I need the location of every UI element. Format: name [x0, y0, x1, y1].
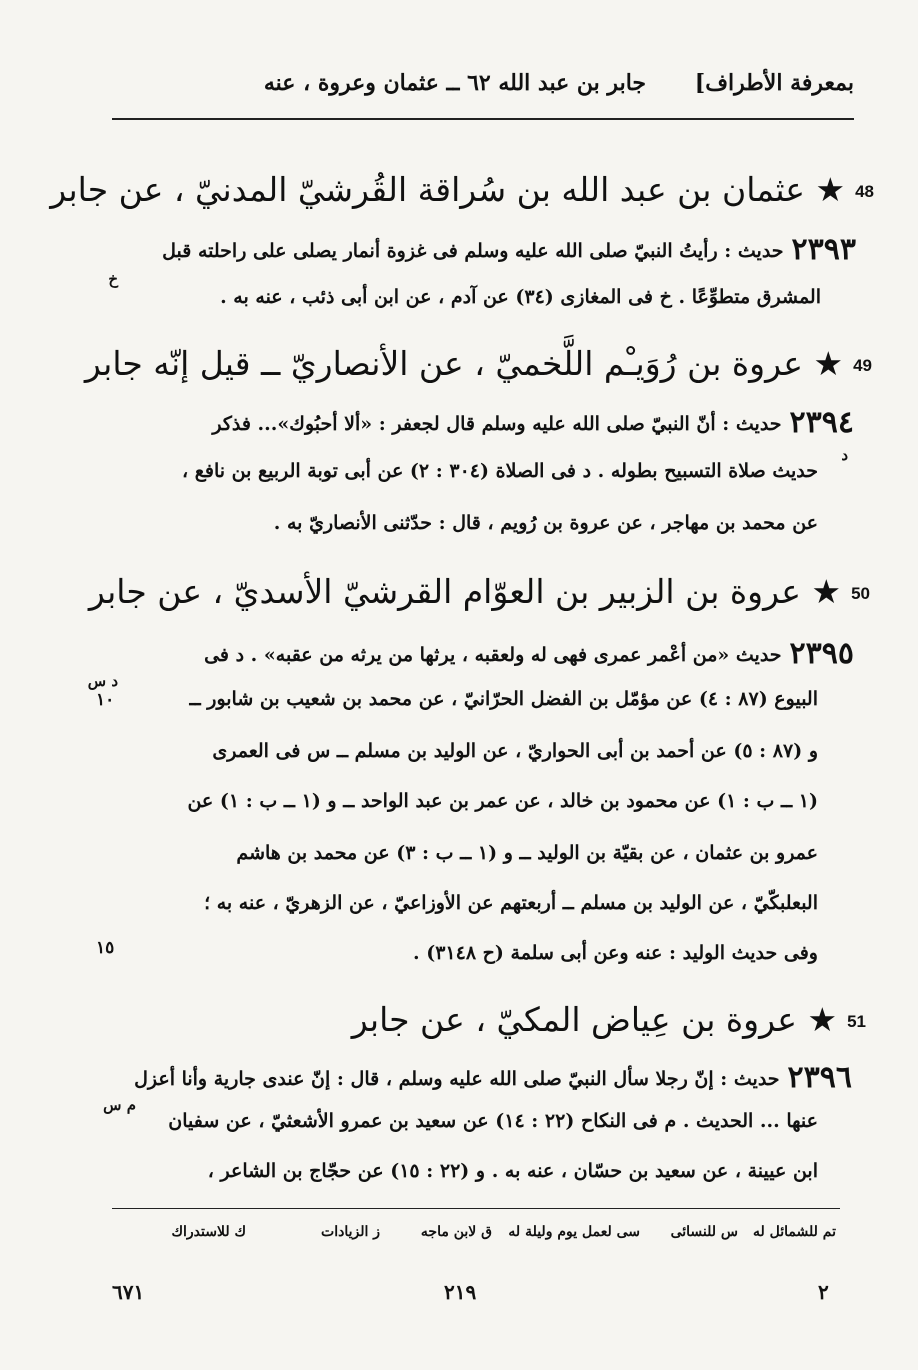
margin-siglum: د	[841, 446, 848, 464]
text-line: البيوع (٨٧ : ٤) عن مؤمّل بن الفضل الحرّانيّ ، عن محمد بن شعيب بن شابور ــ	[189, 688, 818, 710]
hadith-text: حديث : أنّ النبيّ صلى الله عليه وسلم قال لجعفر : «ألا أحبُوك»... فذكر	[212, 413, 782, 435]
text-line: عنها ... الحديث . م فى النكاح (٢٢ : ١٤) عن سعيد بن عمرو الأشعثيّ ، عن سفيان	[168, 1110, 818, 1132]
line-number-margin: ١٥	[96, 938, 115, 958]
hadith-text: حديث : رأيتُ النبيّ صلى الله عليه وسلم فى غزوة أنمار يصلى على راحلته قبل	[162, 240, 784, 262]
entry-heading	[352, 1000, 866, 1039]
text-line: البعلبكّيّ ، عن الوليد بن مسلم ــ أربعتهم عن الأوزاعيّ ، عن الزهريّ ، عنه به ؛	[204, 892, 818, 914]
margin-siglum: م س	[103, 1096, 136, 1114]
entry-number: 51	[847, 1012, 866, 1031]
legend-item: ز الزيادات	[321, 1224, 380, 1240]
legend-item: ق لابن ماجه	[420, 1224, 492, 1240]
entry-heading-text: ★ عروة بن الزبير بن العوّام القرشيّ الأسديّ ، عن جابر	[88, 572, 842, 611]
header-rule	[112, 118, 854, 120]
entry-number: 50	[851, 584, 870, 603]
header-title: جابر بن عبد الله ٦٢ ــ عثمان وعروة ، عنه	[263, 70, 646, 96]
text-line: حديث صلاة التسبيح بطوله . د فى الصلاة (٣٠٤ : ٢) عن أبى توبة الربيع بن نافع ،	[182, 460, 818, 482]
hadith-number: ٢٣٩٤	[789, 405, 854, 440]
text-line: و (٨٧ : ٥) عن أحمد بن أبى الحواريّ ، عن الوليد بن مسلم ــ س فى العمرى	[212, 740, 818, 762]
margin-siglum: د س	[87, 672, 118, 690]
entry-heading	[89, 572, 870, 611]
entry-heading-text: ★ عروة بن رُوَيـْم اللَّخميّ ، عن الأنصاريّ ــ قيل إنّه جابر	[84, 344, 844, 383]
line-number-margin: ١٠	[96, 690, 115, 710]
header-right: بمعرفة الأطراف]	[694, 70, 854, 96]
legend-item: ك للاستدراك	[171, 1224, 246, 1240]
legend-item: س للنسائى	[670, 1224, 738, 1240]
hadith-text: حديث : إنّ رجلا سأل النبيّ صلى الله عليه وسلم ، قال : إنّ عندى جارية وأنا أعزل	[134, 1068, 780, 1090]
hadith-text: حديث «من أعْمر عمرى فهى له ولعقبه ، يرثها من يرثه من عقبه» . د فى	[204, 644, 782, 666]
page-number-center: ٢١٩	[444, 1280, 477, 1304]
text-line: عمرو بن عثمان ، عن بقيّة بن الوليد ــ و (١ ــ ب : ٣) عن محمد بن هاشم	[236, 842, 818, 864]
hadith-number: ٢٣٩٣	[791, 232, 856, 267]
text-line: (١ ــ ب : ١) عن محمود بن خالد ، عن عمر بن عبد الواحد ــ و (١ ــ ب : ١) عن	[187, 790, 818, 812]
text-line: عن محمد بن مهاجر ، عن عروة بن رُويم ، قال : حدّثنى الأنصاريّ به .	[273, 512, 818, 534]
text-line: ابن عيينة ، عن سعيد بن حسّان ، عنه به . و (٢٢ : ١٥) عن حجّاج بن الشاعر ،	[207, 1160, 818, 1182]
hadith-line	[212, 405, 854, 440]
hadith-number: ٢٣٩٦	[787, 1060, 852, 1095]
footer-legend	[96, 1224, 836, 1250]
entry-number: 48	[855, 182, 874, 201]
footer-rule	[112, 1208, 840, 1209]
hadith-number: ٢٣٩٥	[789, 636, 854, 671]
hadith-line	[162, 232, 856, 267]
entry-heading	[85, 344, 872, 383]
page-number-right: ٢	[818, 1280, 829, 1304]
hadith-line	[134, 1060, 852, 1095]
text-line: المشرق متطوِّعًا . خ فى المغازى (٣٤) عن آدم ، عن ابن أبى ذئب ، عنه به .	[220, 286, 821, 308]
entry-heading	[50, 170, 874, 209]
margin-siglum: خ	[108, 270, 118, 288]
page-number-left: ٦٧١	[112, 1280, 145, 1304]
legend-item: سى لعمل يوم وليلة له	[508, 1224, 640, 1240]
text-line: وفى حديث الوليد : عنه وعن أبى سلمة (ح ٣١٤٨) .	[412, 942, 818, 964]
entry-heading-text: ★ عروة بن عِياض المكيّ ، عن جابر	[351, 1000, 838, 1039]
running-header	[118, 70, 854, 104]
legend-item: تم للشمائل له	[753, 1224, 836, 1240]
entry-number: 49	[853, 356, 872, 375]
hadith-line	[204, 636, 854, 671]
entry-heading-text: ★ عثمان بن عبد الله بن سُراقة القُرشيّ المدنيّ ، عن جابر	[50, 170, 846, 209]
